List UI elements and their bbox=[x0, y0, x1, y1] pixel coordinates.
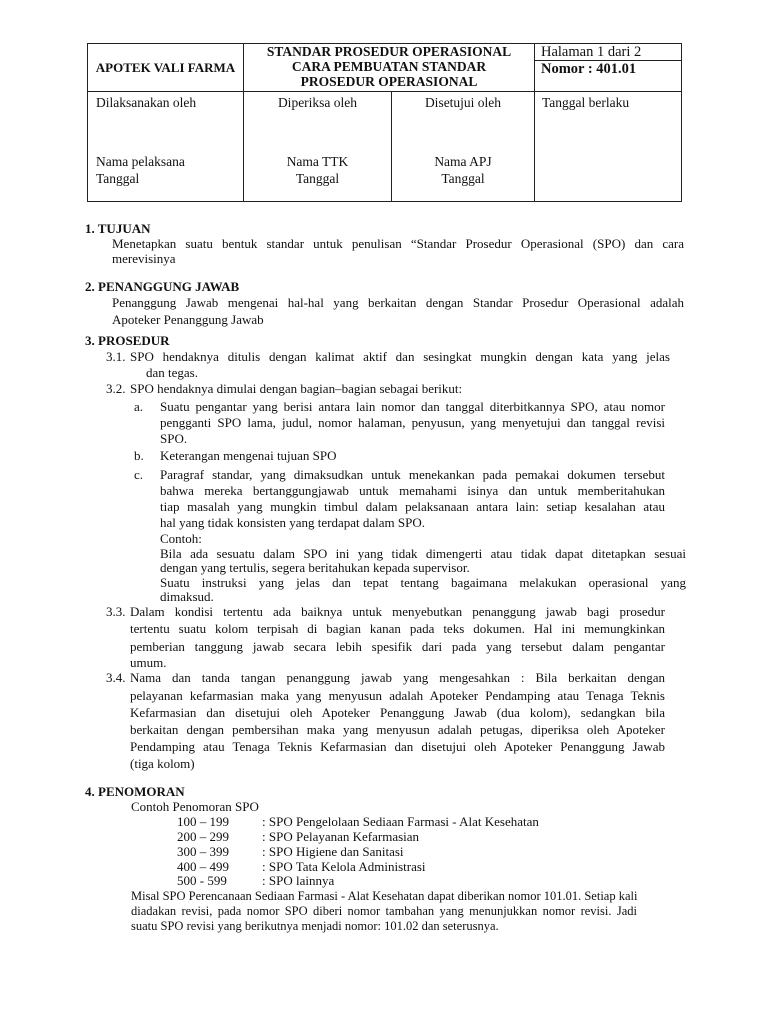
executor-date: Tanggal bbox=[96, 171, 140, 186]
numbering-desc: : SPO Higiene dan Sanitasi bbox=[262, 844, 404, 859]
section-1-text: merevisinya bbox=[112, 251, 176, 266]
page-number: Halaman 1 dari 2 bbox=[535, 44, 681, 61]
checked-by-label: Diperiksa oleh bbox=[277, 95, 358, 110]
document-title bbox=[244, 44, 535, 92]
section-2-text: Apoteker Penanggung Jawab bbox=[112, 312, 264, 327]
executor-name: Nama pelaksana bbox=[96, 154, 185, 169]
sub-item-letter: c. bbox=[134, 467, 144, 482]
example-text: dengan yang tertulis, segera beritahukan kepada supervisor. bbox=[160, 560, 470, 575]
title-line: PROSEDUR OPERASIONAL bbox=[300, 74, 478, 89]
document-header-table bbox=[87, 43, 682, 202]
item-3-3-text: Dalam kondisi tertentu ada baiknya untuk menyebutkan penanggung jawab bagi prosedur bbox=[130, 604, 665, 619]
sub-item-a-text: SPO. bbox=[160, 431, 188, 446]
checker-cell bbox=[244, 92, 392, 202]
numbering-desc: : SPO Pelayanan Kefarmasian bbox=[262, 829, 420, 844]
numbering-range: 400 – 499 bbox=[177, 859, 229, 874]
numbering-range: 200 – 299 bbox=[177, 829, 229, 844]
item-3-3-text: umum. bbox=[130, 655, 167, 670]
sub-item-c-text: hal yang tidak konsisten yang terdapat dalam SPO. bbox=[160, 515, 426, 530]
item-3-4-text: Nama dan tanda tangan penanggung jawab yang mengesahkan : Bila berkaitan dengan bbox=[130, 670, 665, 685]
item-3-3-text: tertentu suatu kolom terpisah di bagian kanan pada teks dokumen. Hal ini memungkinkan bbox=[130, 621, 665, 636]
item-number: 3.3. bbox=[106, 604, 126, 619]
page-number-cell bbox=[535, 44, 682, 92]
checker-name: Nama TTK bbox=[286, 154, 349, 169]
sub-item-c-text: Paragraf standar, yang dimaksudkan untuk menekankan pada pemakai dokumen tersebut bbox=[160, 467, 665, 482]
approved-by-label: Disetujui oleh bbox=[424, 95, 502, 110]
item-3-3-text: pemberian tanggung jawab secara lebih spesifik dari pada yang tersebut dalam pengantar bbox=[130, 639, 665, 654]
effective-date-cell bbox=[535, 92, 682, 202]
section-4-title: 4. PENOMORAN bbox=[85, 784, 185, 799]
item-3-1-text: dan tegas. bbox=[146, 365, 198, 380]
executor-cell bbox=[88, 92, 244, 202]
sub-item-c-text: tiap masalah yang mungkin timbul dalam pelaksanaan antara lain: setiap kesalahan atau bbox=[160, 499, 665, 514]
item-3-2-text: SPO hendaknya dimulai dengan bagian–bagian sebagai berikut: bbox=[130, 381, 463, 396]
title-line: CARA PEMBUATAN STANDAR bbox=[291, 59, 487, 74]
numbering-intro: Contoh Penomoran SPO bbox=[131, 799, 259, 814]
numbering-note: diadakan revisi, pada nomor SPO diberi nomor tambahan yang menunjukkan nomor revisi. Jadi bbox=[131, 904, 637, 918]
effective-date-label: Tanggal berlaku bbox=[542, 95, 630, 110]
item-3-4-text: Pendamping atau Tenaga Teknis Kefarmasian dan disetujui oleh Apoteker Penanggung Jawab bbox=[130, 739, 665, 754]
title-line: STANDAR PROSEDUR OPERASIONAL bbox=[266, 44, 512, 59]
document-number: Nomor : 401.01 bbox=[541, 61, 637, 77]
numbering-desc: : SPO lainnya bbox=[262, 873, 335, 888]
item-3-1-text: SPO hendaknya ditulis dengan kalimat aktif dan sesingkat mungkin dengan kata yang jelas bbox=[130, 349, 670, 364]
example-text: Suatu instruksi yang jelas dan tepat tentang bagaimana melakukan operasional yang bbox=[160, 575, 686, 590]
company-name: APOTEK VALI FARMA bbox=[88, 44, 244, 92]
section-2-title: 2. PENANGGUNG JAWAB bbox=[85, 279, 240, 294]
item-3-4-text: (tiga kolom) bbox=[130, 756, 195, 771]
checker-date: Tanggal bbox=[295, 171, 340, 186]
item-number: 3.4. bbox=[106, 670, 126, 685]
numbering-range: 500 - 599 bbox=[177, 873, 227, 888]
example-text: Bila ada sesuatu dalam SPO ini yang tidak dimengerti atau tidak dapat ditetapkan sesuai bbox=[160, 546, 686, 561]
sub-item-a-text: pengganti SPO lama, judul, nomor halaman, penyusun, yang menyetujui dan tanggal revisi bbox=[160, 415, 665, 430]
numbering-desc: : SPO Tata Kelola Administrasi bbox=[262, 859, 426, 874]
example-text: dimaksud. bbox=[160, 589, 214, 604]
item-3-4-text: berkaitan dengan pembersihan maka yang menyusun adalah petugas, diperiksa oleh Apoteker bbox=[130, 722, 665, 737]
sub-item-c-text: bahwa mereka bertanggungjawab untuk memahami isinya dan untuk memberitahukan bbox=[160, 483, 665, 498]
sub-item-letter: b. bbox=[134, 448, 144, 463]
item-number: 3.2. bbox=[106, 381, 126, 396]
example-label: Contoh: bbox=[160, 531, 202, 546]
item-3-4-text: Kefarmasian dan disetujui oleh Apoteker Penanggung Jawab (dua kolom), sedangkan bila bbox=[130, 705, 665, 720]
executed-by-label: Dilaksanakan oleh bbox=[96, 95, 197, 110]
item-3-4-text: pelayanan kefarmasian maka yang menyusun adalah Apoteker Pendamping atau Tenaga Teknis bbox=[130, 688, 665, 703]
sub-item-b-text: Keterangan mengenai tujuan SPO bbox=[160, 448, 337, 463]
sub-item-a-text: Suatu pengantar yang berisi antara lain nomor dan tanggal diterbitkannya SPO, atau nomor bbox=[160, 399, 665, 414]
numbering-note: suatu SPO revisi yang berikutnya menjadi nomor: 101.02 dan seterusnya. bbox=[131, 919, 499, 933]
numbering-note: Misal SPO Perencanaan Sediaan Farmasi - Alat Kesehatan dapat diberikan nomor 101.01. Setiap kali bbox=[131, 889, 638, 903]
numbering-desc: : SPO Pengelolaan Sediaan Farmasi - Alat Kesehatan bbox=[262, 814, 539, 829]
item-number: 3.1. bbox=[106, 349, 126, 364]
sub-item-letter: a. bbox=[134, 399, 144, 414]
approver-cell bbox=[392, 92, 535, 202]
approver-date: Tanggal bbox=[441, 171, 485, 186]
section-1-text: Menetapkan suatu bentuk standar untuk penulisan “Standar Prosedur Operasional (SPO) dan cara bbox=[112, 236, 684, 251]
section-1-title: 1. TUJUAN bbox=[85, 221, 151, 236]
section-3-title: 3. PROSEDUR bbox=[85, 333, 170, 348]
approver-name: Nama APJ bbox=[434, 154, 492, 169]
section-2-text: Penanggung Jawab mengenai hal-hal yang berkaitan dengan Standar Prosedur Operasional adalah bbox=[112, 295, 684, 310]
numbering-range: 100 – 199 bbox=[177, 814, 229, 829]
numbering-range: 300 – 399 bbox=[177, 844, 229, 859]
